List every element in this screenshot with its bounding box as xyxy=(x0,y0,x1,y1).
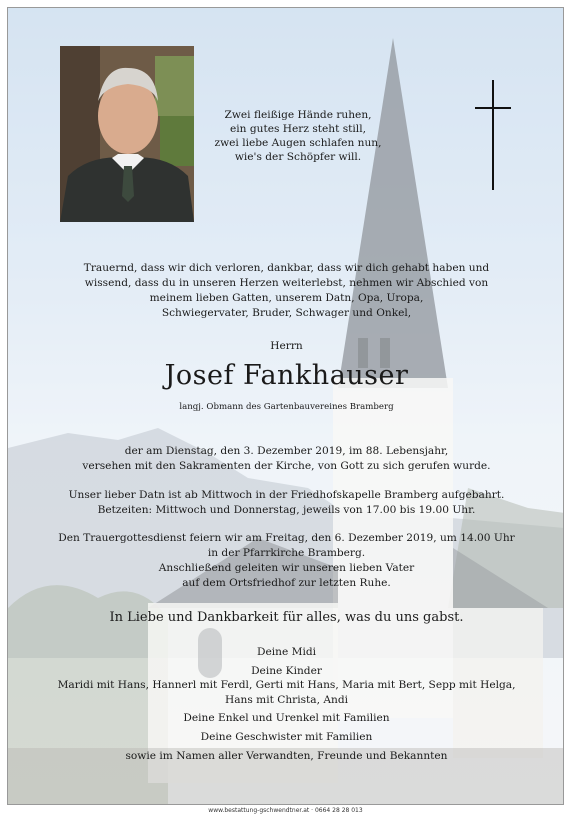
death-notice xyxy=(8,444,564,474)
family-others: sowie im Namen aller Verwandten, Freunde und Bekannten xyxy=(125,750,448,762)
cross-icon xyxy=(475,80,511,190)
service-line: Anschließend geleiten wir unseren lieben Vater xyxy=(158,562,415,574)
poem xyxy=(198,108,398,164)
intro-line: Schwiegervater, Bruder, Schwager und Onkel, xyxy=(161,307,412,319)
service-line: in der Pfarrkirche Bramberg. xyxy=(207,547,366,559)
intro-line: wissend, dass du in unseren Herzen weiterlebst, nehmen wir Abschied von xyxy=(84,277,489,289)
poem-line: wie's der Schöpfer will. xyxy=(234,151,362,163)
poem-line: Zwei fleißige Hände ruhen, xyxy=(224,109,372,121)
children-line: Maridi mit Hans, Hannerl mit Ferdl, Gerti mit Hans, Maria mit Bert, Sepp mit Helga, xyxy=(57,679,516,691)
intro-line: Trauernd, dass wir dich verloren, dankbar, dass wir dich gehabt haben und xyxy=(83,262,490,274)
honorific: Herrn xyxy=(270,340,303,352)
deceased-name: Josef Fankhauser xyxy=(164,360,409,391)
footer-contact: www.bestattung-gschwendtner.at · 0664 28 28 013 xyxy=(208,807,363,814)
death-line: der am Dienstag, den 3. Dezember 2019, im 88. Lebensjahr, xyxy=(124,445,449,457)
intro-text xyxy=(8,261,564,321)
poem-line: zwei liebe Augen schlafen nun, xyxy=(214,137,382,149)
portrait-photo xyxy=(60,46,194,222)
closing-line: In Liebe und Dankbarkeit für alles, was du uns gabst. xyxy=(109,610,464,625)
service-line: Den Trauergottesdienst feiern wir am Freitag, den 6. Dezember 2019, um 14.00 Uhr xyxy=(58,532,515,544)
family-wife: Deine Midi xyxy=(256,646,317,658)
obituary-card xyxy=(7,7,564,805)
family-grandchildren: Deine Enkel und Urenkel mit Familien xyxy=(183,712,390,724)
poem-line: ein gutes Herz steht still, xyxy=(230,123,366,135)
death-line: versehen mit den Sakramenten der Kirche, von Gott zu sich gerufen wurde. xyxy=(82,460,491,472)
family-siblings: Deine Geschwister mit Familien xyxy=(200,731,373,743)
family-children xyxy=(8,678,564,708)
intro-line: meinem lieben Gatten, unserem Datn, Opa, Uropa, xyxy=(149,292,424,304)
deceased-subtitle: langj. Obmann des Gartenbauvereines Bramberg xyxy=(179,402,394,412)
family-children-title: Deine Kinder xyxy=(251,665,322,677)
service-line: auf dem Ortsfriedhof zur letzten Ruhe. xyxy=(182,577,391,589)
service-info xyxy=(8,531,564,591)
viewing-info xyxy=(8,488,564,518)
viewing-line: Unser lieber Datn ist ab Mittwoch in der Friedhofskapelle Bramberg aufgebahrt. xyxy=(68,489,505,501)
viewing-line: Betzeiten: Mittwoch und Donnerstag, jeweils von 17.00 bis 19.00 Uhr. xyxy=(97,504,476,516)
children-line: Hans mit Christa, Andi xyxy=(224,694,348,706)
